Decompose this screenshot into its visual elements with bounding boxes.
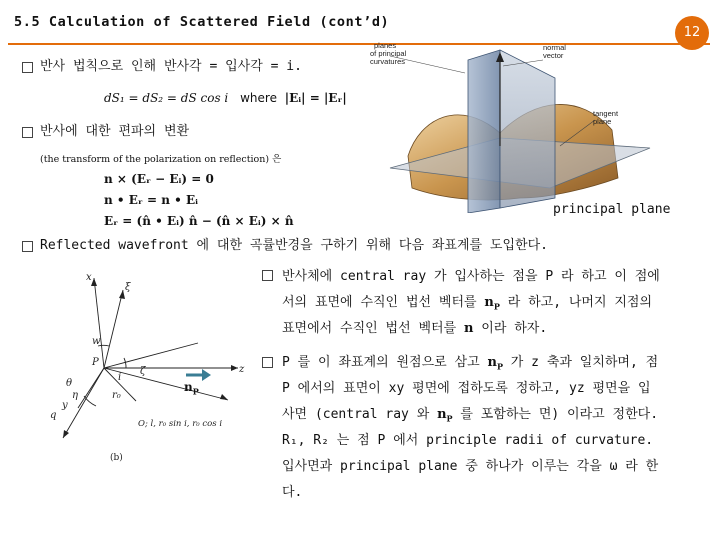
label-w: w bbox=[92, 336, 101, 347]
label-theta: θ bbox=[66, 378, 73, 389]
equation-where-label: where bbox=[240, 91, 277, 105]
equation-normal: n • Eᵣ = n • Eᵢ bbox=[104, 193, 199, 207]
normal-vector-label: normal vector bbox=[543, 43, 566, 60]
paragraph-1-line-3: 표면에서 수직인 법선 벡터를 n 이라 하자. bbox=[282, 321, 548, 336]
label-i: i bbox=[118, 372, 122, 383]
planes-label: planes of principal curvatures bbox=[370, 41, 407, 66]
eta-axis bbox=[78, 368, 104, 408]
y-axis-arrowhead bbox=[63, 430, 69, 438]
zeta-axis-arrowhead bbox=[220, 394, 228, 400]
label-xi: ξ bbox=[125, 282, 131, 293]
bullet-text-reflection-law: 반사 법칙으로 인해 반사각 = 입사각 = i. bbox=[40, 59, 302, 74]
label-q: q bbox=[50, 410, 57, 421]
label-x: x bbox=[86, 272, 92, 283]
z-axis-arrowhead bbox=[231, 365, 238, 371]
xi-axis bbox=[104, 290, 123, 368]
paragraph-2-line-6: 다. bbox=[282, 485, 303, 500]
paragraph-1-line-2: 서의 표면에 수직인 법선 벡터를 $n_P$ 라 하고, 나머지 지점의 bbox=[282, 295, 653, 312]
label-P: P bbox=[92, 357, 99, 368]
label-eta: η bbox=[72, 390, 78, 401]
ray-line bbox=[104, 343, 198, 368]
label-y: y bbox=[62, 400, 68, 411]
bullet-text-polarization: 반사에 대한 편파의 변환 bbox=[40, 124, 190, 139]
label-zeta: ζ bbox=[140, 366, 146, 377]
np-label: $n_P$ bbox=[184, 380, 199, 397]
tangent-plane-label: tangent plane bbox=[593, 109, 619, 126]
x-axis-arrowhead bbox=[91, 278, 97, 286]
principal-planes-figure bbox=[350, 38, 710, 213]
bullet-box-icon bbox=[262, 270, 273, 281]
bullet-subtext-polarization: (the transform of the polarization on reflection) 은 bbox=[40, 154, 282, 165]
coordinate-system-figure bbox=[48, 268, 248, 468]
bullet-box-icon bbox=[22, 62, 33, 73]
page-number-badge: 12 bbox=[675, 16, 709, 50]
label-z: z bbox=[239, 364, 245, 375]
principal-plane-2 bbox=[500, 50, 555, 208]
paragraph-1-line-1: 반사체에 central ray 가 입사하는 점을 P 라 하고 이 점에 bbox=[282, 269, 660, 284]
paragraph-2-line-5: 입사면과 principal plane 중 하나가 이루는 각을 ω 라 한 bbox=[282, 459, 659, 474]
paragraph-2-line-4: R₁, R₂ 는 점 P 에서 principle radii of curvature. bbox=[282, 433, 654, 448]
x-axis bbox=[94, 278, 104, 368]
bullet-box-icon bbox=[22, 241, 33, 252]
equation-field-magnitude: |Eᵢ| = |Eᵣ| bbox=[284, 91, 347, 105]
equation-dS: dS₁ = dS₂ = dS cos i bbox=[104, 91, 229, 105]
equation-area-element bbox=[104, 90, 347, 106]
equation-tangential: n × (Eᵣ − Eᵢ) = 0 bbox=[104, 172, 214, 186]
principal-plane-1 bbox=[468, 50, 500, 213]
paragraph-2-line-2: P 에서의 표면이 xy 평면에 접하도록 정하고, yz 평면을 입 bbox=[282, 381, 651, 396]
bullet-box-icon bbox=[22, 127, 33, 138]
bullet-text-wavefront: Reflected wavefront 에 대한 곡률반경을 구하기 위해 다음 좌표계를 도입한다. bbox=[40, 238, 548, 253]
paragraph-2-line-3: 사면 (central ray 와 $n_P$ 를 포함하는 면) 이라고 정한다. bbox=[282, 407, 659, 424]
figure-caption-principal-plane: principal plane bbox=[553, 202, 671, 217]
slide-title: 5.5 Calculation of Scattered Field (cont’d) bbox=[14, 14, 390, 30]
label-origin-coords: O; l, r₀ sin i, r₀ cos i bbox=[138, 419, 223, 429]
bullet-box-icon bbox=[262, 357, 273, 368]
label-r0: r₀ bbox=[112, 390, 121, 401]
angle-arc-theta bbox=[84, 396, 96, 406]
paragraph-2-line-1: P 를 이 좌표계의 원점으로 삼고 $n_P$ 가 z 축과 일치하며, 점 bbox=[282, 355, 659, 372]
equation-reflected-field: Eᵣ = (n̂ • Eᵢ) n̂ − (n̂ × Eᵢ) × n̂ bbox=[104, 214, 294, 228]
label-figure-b: (b) bbox=[110, 453, 123, 463]
